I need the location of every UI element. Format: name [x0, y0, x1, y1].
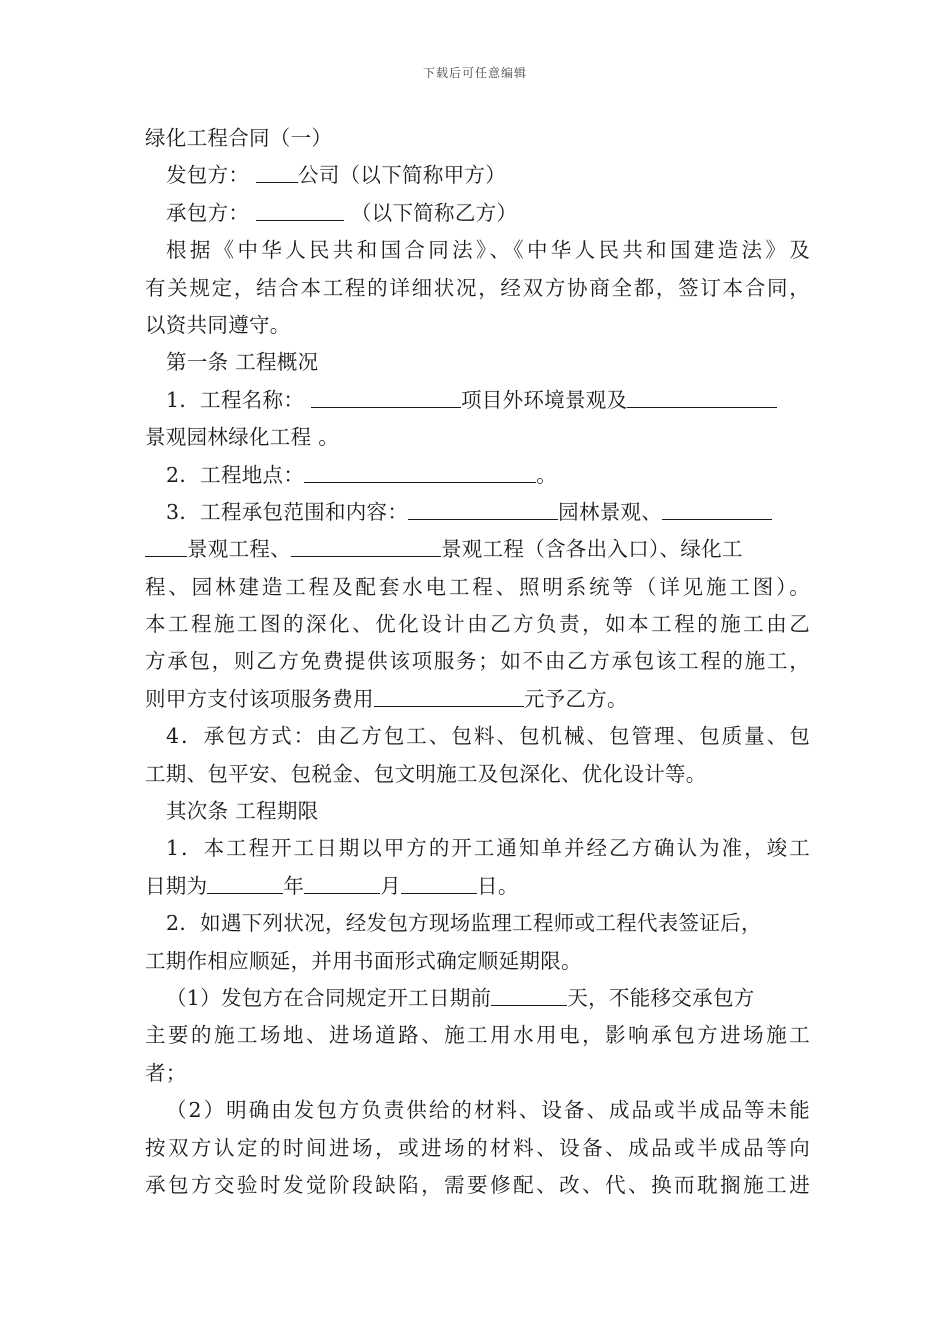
party-b-label: 承包方： — [166, 200, 250, 225]
project-site-end: 。 — [536, 462, 557, 487]
article-1-heading: 第一条 工程概况 — [166, 350, 319, 375]
scope-label: 3．工程承包范围和内容： — [166, 499, 409, 524]
article-2-item-1: 1．本工程开工日期以甲方的开工通知单并经乙方确认为准，竣工 — [166, 836, 810, 861]
article-2-sub-2: （2）明确由发包方负责供给的材料、设备、成品或半成品等未能 — [166, 1098, 810, 1123]
scope-line-2a: 景观工程、 — [187, 537, 291, 562]
project-name-blank-2 — [627, 386, 777, 408]
preamble-line-2: 有关规定，结合本工程的详细状况，经双方协商全都，签订本合同， — [145, 275, 810, 300]
party-b-suffix: （以下简称乙方） — [350, 200, 518, 225]
article-1-item-3-line-4: 本工程施工图的深化、优化设计由乙方负责，如本工程的施工由乙 — [145, 612, 810, 637]
project-name-blank — [311, 386, 461, 408]
article-1-item-1-line-2: 景观园林绿化工程 。 — [145, 425, 340, 450]
article-1-item-4-line-2: 工期、包平安、包税金、包文明施工及包深化、优化设计等。 — [145, 761, 707, 786]
completion-day-blank — [401, 872, 477, 894]
article-1-item-3-line-3: 程、园林建造工程及配套水电工程、照明系统等（详见施工图）。 — [145, 574, 810, 599]
completion-day: 日。 — [477, 873, 519, 898]
scope-blank-1 — [408, 498, 558, 520]
article-2-item-2-line-2: 工期作相应顺延，并用书面形式确定顺延期限。 — [145, 948, 582, 973]
scope-blank-3 — [145, 535, 187, 557]
article-2-item-2: 2．如遇下列状况，经发包方现场监理工程师或工程代表签证后， — [166, 911, 762, 936]
scope-line-2b: 景观工程（含各出入口）、绿化工 — [441, 537, 743, 562]
article-1-item-3-line-6 — [145, 681, 810, 718]
sub-1-days-blank — [491, 984, 567, 1006]
article-1-item-3-line-2 — [145, 531, 810, 568]
article-1-item-2 — [145, 457, 810, 494]
scope-blank-2 — [662, 498, 772, 520]
party-a-line — [145, 157, 810, 194]
preamble-line-1: 根据《中华人民共和国合同法》、《中华人民共和国建造法》及 — [166, 238, 810, 263]
article-2-sub-1-line-2: 主要的施工场地、进场道路、施工用水用电，影响承包方进场施工 — [145, 1023, 810, 1048]
service-fee-a: 则甲方支付该项服务费用 — [145, 686, 374, 711]
completion-month: 月 — [380, 873, 402, 898]
article-2-sub-2-line-3: 承包方交验时发觉阶段缺陷，需要修配、改、代、换而耽搁施工进 — [145, 1172, 810, 1197]
page-header-note: 下载后可任意编辑 — [422, 66, 527, 80]
article-1-item-1 — [145, 382, 810, 419]
preamble-line-3: 以资共同遵守。 — [145, 312, 291, 337]
project-name-label: 1．工程名称： — [166, 387, 305, 412]
article-1-item-3 — [145, 494, 810, 531]
sub-1-b: 天，不能移交承包方 — [567, 985, 755, 1010]
article-2-sub-1 — [145, 980, 810, 1017]
article-2-item-1-line-2 — [145, 868, 810, 905]
party-b-line — [145, 195, 810, 232]
service-fee-blank — [374, 685, 524, 707]
project-site-blank — [304, 461, 536, 483]
article-1-item-4: 4．承包方式：由乙方包工、包料、包机械、包管理、包质量、包 — [166, 724, 810, 749]
scope-mid: 园林景观、 — [558, 499, 663, 524]
completion-month-blank — [304, 872, 380, 894]
completion-year-blank — [207, 872, 283, 894]
project-name-mid: 项目外环境景观及 — [460, 387, 628, 412]
contract-title: 绿化工程合同（一） — [145, 126, 333, 150]
scope-blank-4 — [291, 535, 441, 557]
party-a-label: 发包方： — [166, 163, 250, 188]
article-1-item-3-line-5: 方承包，则乙方免费提供该项服务；如不由乙方承包该工程的施工， — [145, 649, 810, 674]
article-2-sub-2-line-2: 按双方认定的时间进场，或进场的材料、设备、成品或半成品等向 — [145, 1135, 810, 1160]
party-a-suffix: 公司（以下简称甲方） — [298, 163, 507, 188]
article-2-sub-1-line-3: 者； — [145, 1060, 187, 1085]
party-a-blank — [256, 161, 298, 183]
service-fee-b: 元予乙方。 — [523, 686, 628, 711]
sub-1-a: （1）发包方在合同规定开工日期前 — [166, 985, 492, 1010]
article-2-heading: 其次条 工程期限 — [166, 799, 319, 824]
party-b-blank — [256, 199, 344, 221]
completion-date-prefix: 日期为 — [145, 873, 208, 898]
contract-body — [145, 120, 810, 1204]
completion-year: 年 — [283, 873, 305, 898]
project-site-label: 2．工程地点： — [166, 462, 305, 487]
